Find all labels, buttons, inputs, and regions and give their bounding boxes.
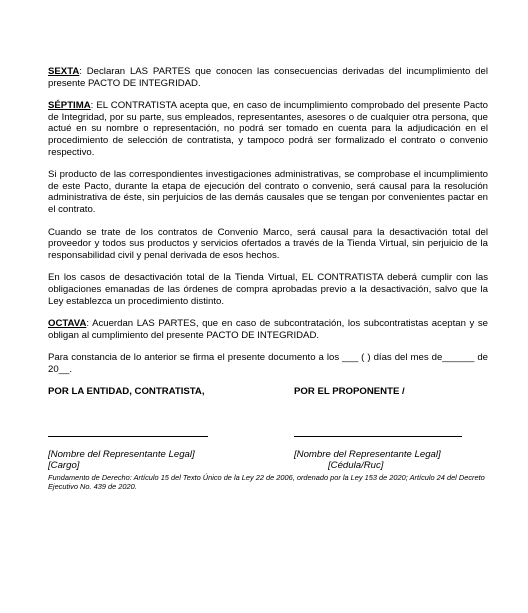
entity-representative-name: [Nombre del Representante Legal] — [48, 449, 195, 461]
signatory-details — [48, 449, 488, 471]
proponent-id-number: [Cédula/Ruc] — [328, 460, 384, 472]
clause-heading: OCTAVA — [48, 318, 87, 330]
entity-signature-line — [48, 436, 208, 437]
signing-statement: Para constancia de lo anterior se firma el presente documento a los ___ ( ) días del mes de______ de 20__. — [48, 352, 488, 375]
paragraph: Si producto de las correspondientes investigaciones administrativas, se comprobase el incumplimiento de este Pacto, durante la etapa de ejecución del contrato o convenio, será causal para la resolución administrativa de éste, sin perjuicios de las demás causales que se tengan por convenientes pactar en el contrato. — [48, 169, 488, 215]
proponent-representative-name: [Nombre del Representante Legal] — [294, 449, 441, 461]
clause-text: : Acuerdan LAS PARTES, que en caso de subcontratación, los subcontratistas aceptan y se obligan al cumplimiento del presente PACTO DE INTEGRIDAD. — [48, 318, 488, 341]
entity-signature-title: POR LA ENTIDAD, CONTRATISTA, — [48, 386, 205, 398]
clause-text: : EL CONTRATISTA acepta que, en caso de incumplimiento comprobado del presente Pacto de Integridad, por su parte, sus empleados, representantes, asesores o de cualquier otra persona, que actué en su nombre o representación, no podrá ser tomado en cuenta para la adjudicación en el procedimiento de selección de contratista, y tampoco podrá ser formalizado el contrato o convenio respectivo. — [48, 100, 488, 158]
paragraph: Cuando se trate de los contratos de Convenio Marco, será causal para la desactivación total del proveedor y todos sus productos y servicios ofertados a través de la Tienda Virtual, sin perjuicio de la responsabilidad civil y penal derivada de esos hechos. — [48, 226, 488, 261]
proponent-signature-line — [294, 436, 462, 437]
clause-septima — [48, 100, 488, 158]
legal-basis-footnote: Fundamento de Derecho: Artículo 15 del Texto Único de la Ley 22 de 2006, ordenado por la Ley 153 de 2020; Artículo 24 del Decreto Ejecutivo No. 439 de 2020. — [48, 473, 485, 492]
proponent-signature-title: POR EL PROPONENTE / — [294, 386, 405, 398]
paragraph: En los casos de desactivación total de la Tienda Virtual, EL CONTRATISTA deberá cumplir con las obligaciones emanadas de las órdenes de compra aprobadas previo a la desactivación, salvo que la Ley establezca un procedimiento distinto. — [48, 272, 488, 307]
clause-octava — [48, 318, 488, 341]
clause-sexta — [48, 66, 488, 89]
clause-heading: SEXTA — [48, 66, 80, 77]
entity-representative-role: [Cargo] — [48, 460, 80, 472]
clause-heading: SÉPTIMA — [48, 100, 91, 112]
signature-block — [48, 386, 488, 416]
clause-text: : Declaran LAS PARTES que conocen las consecuencias derivadas del incumplimiento del presente PACTO DE INTEGRIDAD. — [48, 66, 488, 89]
